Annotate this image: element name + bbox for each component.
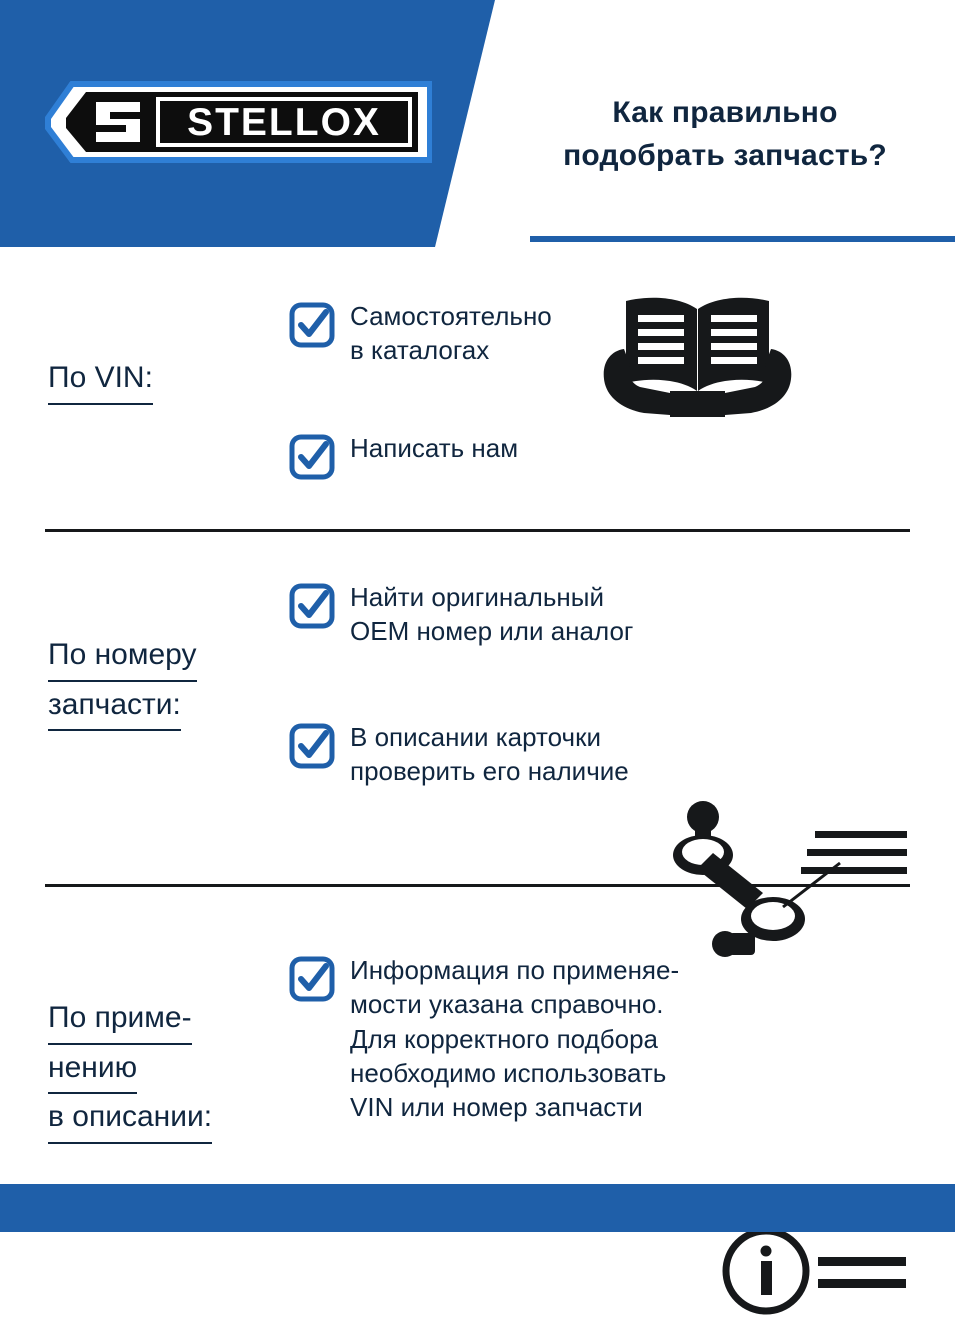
logo-wordmark: STELLOX <box>187 101 381 144</box>
section-part-number <box>0 532 955 887</box>
check-icon <box>288 722 336 770</box>
bullet-line: Найти оригинальный <box>350 582 604 612</box>
section-application-label-line1: По приме- <box>48 995 192 1045</box>
page-title <box>495 92 955 177</box>
section-part-number-label-line2: запчасти: <box>48 682 181 732</box>
section-vin-bullet-2 <box>288 431 518 481</box>
section-application-label-line2: нению <box>48 1045 137 1095</box>
check-icon <box>288 582 336 630</box>
section-application-label-line3: в описании: <box>48 1094 212 1144</box>
header <box>0 0 955 247</box>
bullet-line: VIN или номер запчасти <box>350 1092 643 1123</box>
bullet-line: проверить его наличие <box>350 756 629 787</box>
check-icon <box>288 955 336 1003</box>
bullet-line: В описании карточки <box>350 722 601 752</box>
section-part-number-label-line1: По номеру <box>48 632 197 682</box>
title-underline <box>530 236 955 242</box>
section-part-number-bullet-1 <box>288 580 633 649</box>
bullet-line: Информация по применяе- <box>350 955 680 985</box>
section-vin-label-line1: По VIN: <box>48 355 153 405</box>
content <box>0 247 955 1232</box>
section-part-number-bullet-1-text <box>350 580 633 649</box>
section-part-number-bullet-2 <box>288 720 629 789</box>
section-application <box>0 887 955 1232</box>
open-catalog-book-icon <box>600 287 795 432</box>
bullet-line: Написать нам <box>350 433 519 463</box>
section-vin-label <box>48 355 153 405</box>
page-title-line1: Как правильно <box>612 96 838 129</box>
bullet-line: мости указана справочно. <box>350 989 664 1020</box>
section-application-bullet-1 <box>288 953 679 1125</box>
section-part-number-bullet-2-text <box>350 720 629 789</box>
section-vin-bullet-2-text <box>350 431 518 465</box>
page-title-line2: подобрать запчасть? <box>563 138 887 172</box>
section-application-label <box>48 995 212 1144</box>
section-application-bullet-1-text <box>350 953 679 1125</box>
bullet-line: необходимо использовать <box>350 1057 667 1088</box>
check-icon <box>288 433 336 481</box>
section-vin <box>0 247 955 532</box>
bullet-line: Для корректного подбора <box>350 1023 658 1054</box>
section-vin-bullet-1-text <box>350 299 552 368</box>
check-icon <box>288 301 336 349</box>
info-circle-icon <box>718 1225 908 1330</box>
bullet-line: в каталогах <box>350 335 490 366</box>
section-part-number-label <box>48 632 197 731</box>
section-vin-bullet-1 <box>288 299 552 368</box>
footer-bar <box>0 1184 955 1232</box>
stellox-logo <box>40 72 432 172</box>
bullet-line: Самостоятельно <box>350 301 552 331</box>
bullet-line: OEM номер или аналог <box>350 616 634 647</box>
